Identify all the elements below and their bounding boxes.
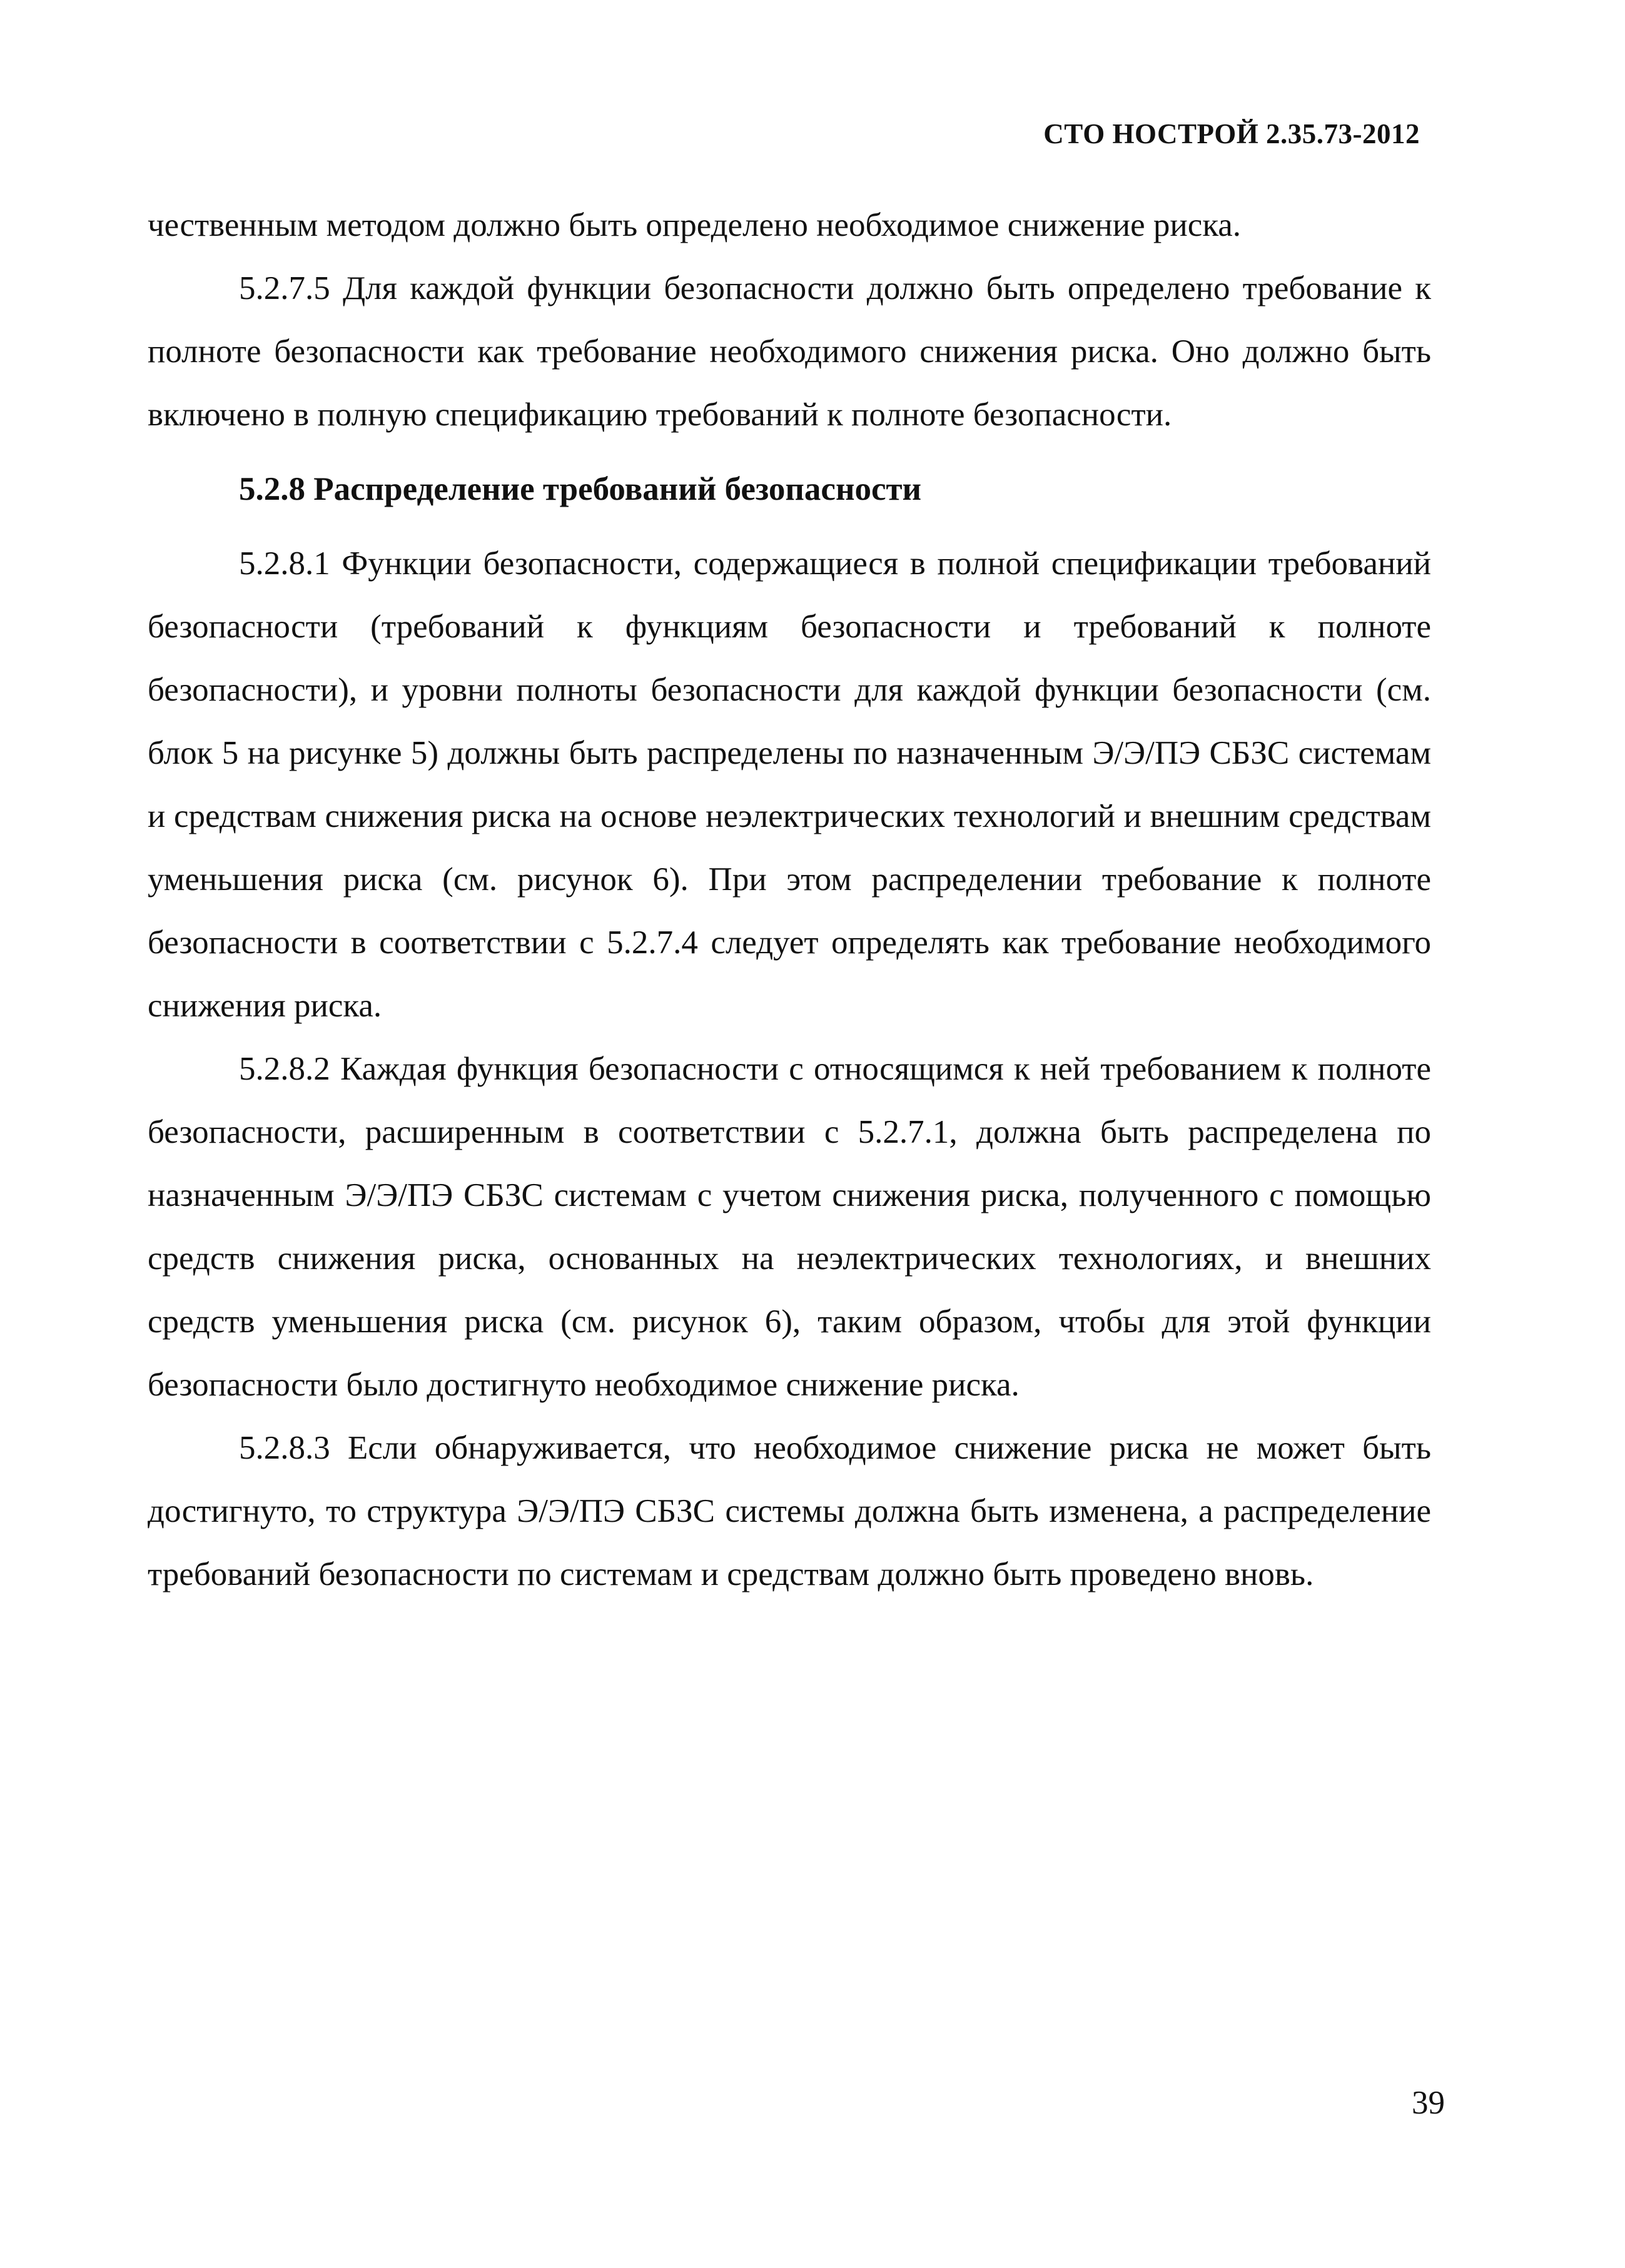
paragraph-5-2-8-2: 5.2.8.2 Каждая функция безопасности с относящимся к ней требованием к полноте безопасности, расширенным в соответствии с 5.2.7.1, должна быть распределена по назначенным Э/Э/ПЭ СБЗС системам с учетом снижения риска, полученного с помощью средств снижения риска, основанных на неэлектрических технологиях, и внешних средств уменьшения риска (см. рисунок 6), таким образом, чтобы для этой функции безопасности было достигнуто необходимое снижение риска. [148, 1051, 1431, 1403]
section-heading-5-2-8: 5.2.8 Распределение требований безопасности [239, 471, 922, 507]
page-number: 39 [1412, 2085, 1445, 2121]
paragraph-continuation: чественным методом должно быть определено необходимое снижение риска. [148, 207, 1242, 243]
page-body [148, 194, 1431, 1606]
paragraph-5-2-8-1: 5.2.8.1 Функции безопасности, содержащиеся в полной спецификации требований безопасности (требований к функциям безопасности и требований к полноте безопасности), и уровни полноты безопасности для каждой функции безопасности (см. блок 5 на рисунке 5) должны быть распределены по назначенным Э/Э/ПЭ СБЗС системам и средствам снижения риска на основе неэлектрических технологий и внешним средствам уменьшения риска (см. рисунок 6). При этом распределении требование к полноте безопасности в соответствии с 5.2.7.4 следует определять как требование необходимого снижения риска. [148, 545, 1431, 1024]
paragraph-5-2-8-3: 5.2.8.3 Если обнаруживается, что необходимое снижение риска не может быть достигнуто, то структура Э/Э/ПЭ СБЗС системы должна быть изменена, а распределение требований безопасности по системам и средствам должно быть проведено вновь. [148, 1430, 1431, 1592]
paragraph-5-2-7-5: 5.2.7.5 Для каждой функции безопасности должно быть определено требование к полноте безопасности как требование необходимого снижения риска. Оно должно быть включено в полную спецификацию требований к полноте безопасности. [148, 270, 1431, 433]
document-code-header: СТО НОСТРОЙ 2.35.73-2012 [1043, 118, 1420, 149]
